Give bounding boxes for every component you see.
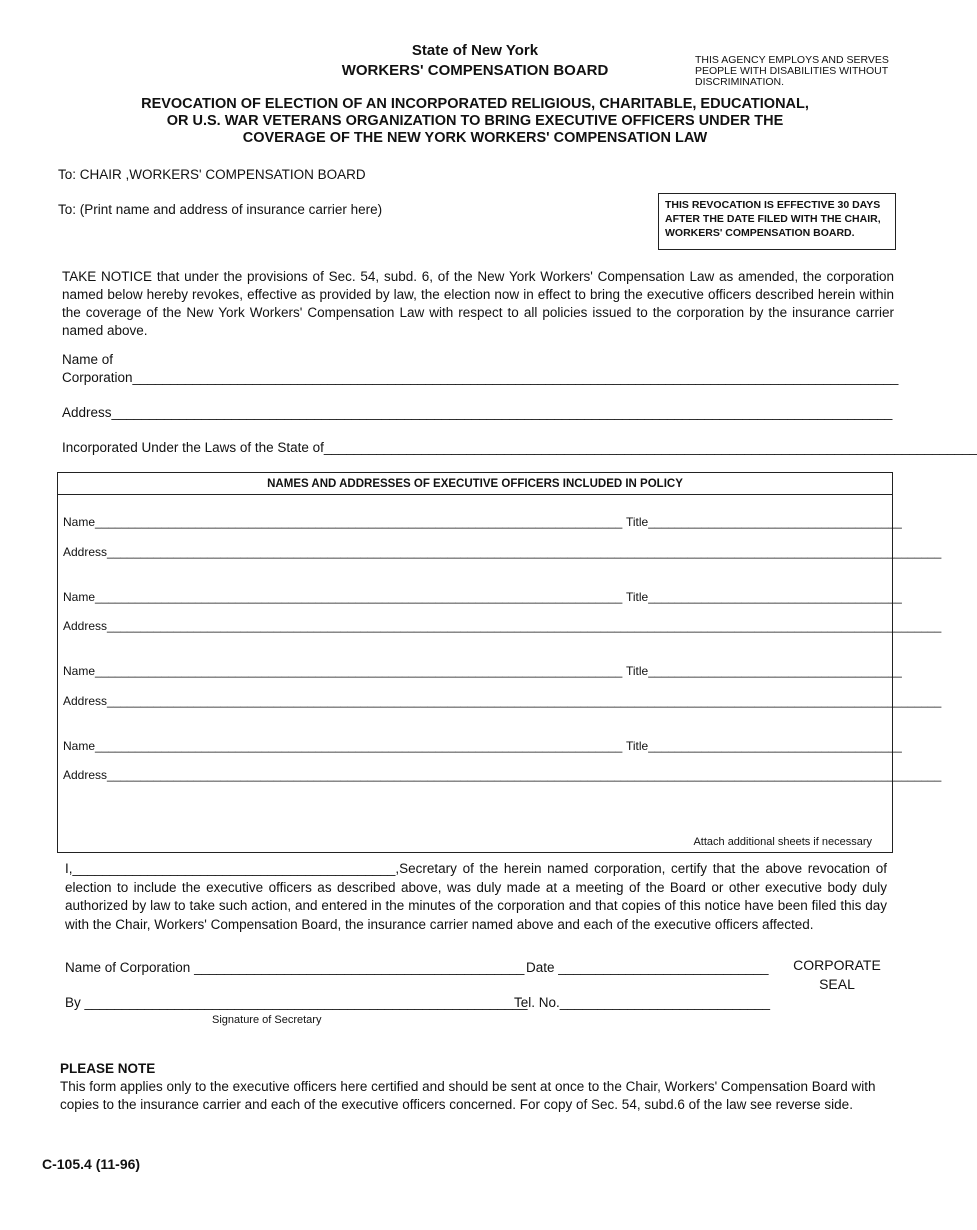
form-title bbox=[95, 96, 855, 147]
incorporated-state-field[interactable]: Incorporated Under the Laws of the State of_______________________________________________________________________________________ bbox=[62, 440, 977, 455]
executive-officers-box bbox=[57, 472, 942, 853]
title-label: Title bbox=[626, 515, 649, 529]
incorporated-label: Incorporated Under the Laws of the State of bbox=[62, 440, 324, 455]
officer-4-address-field[interactable]: Address_____________________________________________________________________________________________________________________________ bbox=[63, 768, 942, 782]
corporation-address-field[interactable]: Address________________________________________________________________________________________________________ bbox=[62, 405, 893, 420]
by-signature-field[interactable]: By ___________________________________________________________ bbox=[65, 995, 528, 1010]
title-label: Title bbox=[626, 590, 649, 604]
please-note-text: This form applies only to the executive officers here certified and should be sent at once to the Chair, Workers' Compensation Board with copies to the insurance carrier and each of the executive officers concerned. For copy of Sec. 54, subd.6 of the law see reverse side. bbox=[60, 1079, 876, 1112]
address-label: Address bbox=[62, 405, 112, 420]
signature-caption: Signature of Secretary bbox=[212, 1014, 322, 1026]
attach-sheets-note: Attach additional sheets if necessary bbox=[693, 836, 872, 848]
officer-3-name-field[interactable]: Name_______________________________________________________________________________ bbox=[63, 664, 623, 678]
officer-3-address-field[interactable]: Address_____________________________________________________________________________________________________________________________ bbox=[63, 694, 942, 708]
title-label: Title bbox=[626, 739, 649, 753]
address-label: Address bbox=[63, 545, 108, 559]
cert-prefix: I, bbox=[65, 861, 73, 876]
officers-heading: NAMES AND ADDRESSES OF EXECUTIVE OFFICERS INCLUDED IN POLICY bbox=[58, 473, 892, 495]
to-chair: To: CHAIR ,WORKERS' COMPENSATION BOARD bbox=[58, 167, 366, 182]
officer-2-name-field[interactable]: Name_______________________________________________________________________________ bbox=[63, 590, 623, 604]
signature-corp-name-field[interactable]: Name of Corporation ____________________________________________ bbox=[65, 960, 525, 975]
effective-notice-box bbox=[658, 193, 896, 250]
name-label: Name bbox=[63, 515, 96, 529]
please-note-heading: PLEASE NOTE bbox=[60, 1061, 156, 1076]
to-carrier[interactable]: To: (Print name and address of insurance carrier here) bbox=[58, 202, 383, 217]
form-number: C-105.4 (11-96) bbox=[42, 1156, 141, 1172]
name-label: Name bbox=[63, 664, 96, 678]
form-header bbox=[0, 0, 950, 90]
address-label: Address bbox=[63, 619, 108, 633]
by-label: By bbox=[65, 995, 81, 1010]
officer-3-title-field[interactable]: Title______________________________________ bbox=[626, 664, 902, 678]
title-line-2: OR U.S. WAR VETERANS ORGANIZATION TO BRING EXECUTIVE OFFICERS UNDER THE bbox=[166, 113, 784, 129]
cert-text: ,Secretary of the herein named corporation, certify that the above revocation of election to include the executive officers as described above, was duly made at a meeting of the Board or other executive body duly authorized by law to take such action, and entered in the minutes of the corporation and that copies of this notice have been filed this day with the Chair, Workers' Compensation Board, the insurance carrier named above and each of the executive officers affected. bbox=[65, 861, 887, 932]
effective-line-2: AFTER THE DATE FILED WITH THE CHAIR, bbox=[665, 213, 881, 225]
officer-1-title-field[interactable]: Title______________________________________ bbox=[626, 515, 902, 529]
officer-2-title-field[interactable]: Title______________________________________ bbox=[626, 590, 902, 604]
address-label: Address bbox=[63, 768, 108, 782]
secretary-name-field[interactable]: ___________________________________________ bbox=[72, 861, 396, 876]
effective-line-3: WORKERS' COMPENSATION BOARD. bbox=[665, 227, 855, 239]
name-label: Name bbox=[63, 739, 96, 753]
agency-notice: THIS AGENCY EMPLOYS AND SERVES PEOPLE WITH DISABILITIES WITHOUT DISCRIMINATION. bbox=[695, 54, 889, 88]
officer-1-name-field[interactable]: Name_______________________________________________________________________________ bbox=[63, 515, 623, 529]
board-heading: WORKERS' COMPENSATION BOARD bbox=[341, 62, 609, 79]
corporation-name-field[interactable]: Corporation______________________________________________________________________________________________________ bbox=[62, 370, 899, 385]
seal-line-1: CORPORATE bbox=[793, 957, 881, 973]
corporation-label: Corporation bbox=[62, 370, 133, 385]
officer-4-name-field[interactable]: Name_______________________________________________________________________________ bbox=[63, 739, 623, 753]
effective-line-1: THIS REVOCATION IS EFFECTIVE 30 DAYS bbox=[665, 199, 881, 211]
name-of-corp-label: Name of Corporation bbox=[65, 960, 191, 975]
state-heading: State of New York bbox=[411, 42, 539, 59]
corporate-seal-area bbox=[782, 956, 892, 994]
address-label: Address bbox=[63, 694, 108, 708]
name-of-label: Name of bbox=[62, 352, 114, 367]
date-field[interactable]: Date ____________________________ bbox=[526, 960, 769, 975]
date-label: Date bbox=[526, 960, 555, 975]
title-label: Title bbox=[626, 664, 649, 678]
title-line-3: COVERAGE OF THE NEW YORK WORKERS' COMPENSATION LAW bbox=[242, 130, 708, 146]
title-line-1: REVOCATION OF ELECTION OF AN INCORPORATED RELIGIOUS, CHARITABLE, EDUCATIONAL, bbox=[141, 96, 809, 112]
tel-no-field[interactable]: Tel. No.____________________________ bbox=[514, 995, 771, 1010]
officer-1-address-field[interactable]: Address_____________________________________________________________________________________________________________________________ bbox=[63, 545, 942, 559]
officer-2-address-field[interactable]: Address_____________________________________________________________________________________________________________________________ bbox=[63, 619, 942, 633]
officer-4-title-field[interactable]: Title______________________________________ bbox=[626, 739, 902, 753]
take-notice-paragraph: TAKE NOTICE that under the provisions of Sec. 54, subd. 6, of the New York Workers' Compensation Law as amended, the corporation named below hereby revokes, effective as provided by law, the election now in effect to bring the executive officers described herein within the coverage of the New York Workers' Compensation Law with respect to all policies issued to the corporation by the insurance carrier named above. bbox=[62, 269, 894, 338]
tel-label: Tel. No. bbox=[514, 995, 560, 1010]
name-label: Name bbox=[63, 590, 96, 604]
secretary-certification bbox=[65, 860, 887, 934]
seal-line-2: SEAL bbox=[819, 976, 855, 992]
